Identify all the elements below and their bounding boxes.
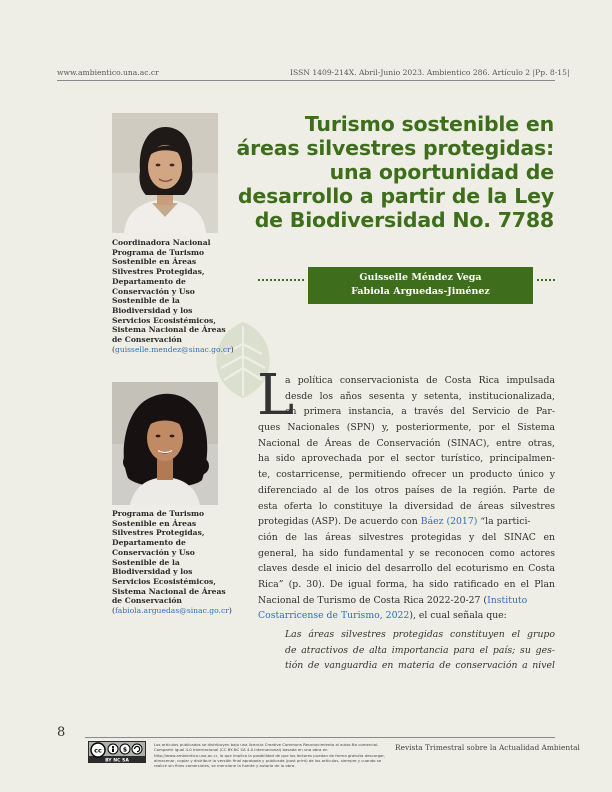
body-line: claves desde el inicio del desarrollo del ecoturismo en Costa xyxy=(258,563,555,575)
authors-box xyxy=(308,267,533,304)
body-line-end: ), el cual señala que: xyxy=(409,610,507,622)
body-line: diferenciado al de los otros países de la región. Parte de xyxy=(258,484,555,496)
quote-line: tión de vanguardia en materia de conservación a nivel xyxy=(285,660,555,672)
author-photo-1 xyxy=(112,113,218,233)
article-body xyxy=(257,363,555,624)
author-bio-1-email-wrapper: (guisselle.mendez@sinac.go.cr) xyxy=(112,344,234,354)
body-line xyxy=(258,608,555,624)
ref-ict-link-start[interactable]: Instituto xyxy=(487,594,528,606)
journal-name: Revista Trimestral sobre la Actualidad Ambiental xyxy=(395,743,580,752)
author-bio-1 xyxy=(112,238,232,354)
drop-cap: L xyxy=(257,363,295,428)
license-text: Los artículos publicados se distribuyen bajo una licencia Creative Commons Reconocimiento al autor-No comercial-Compartir igual 4.0 Internacional (CC BY-NC SA 4.0 Internacional) basada en una obra en http://www.ambientico.una.ac.cr, lo que implica la posibilidad de que los lectores puedan de forma gratuita descargar, almacenar, copiar y distribuir la versión final aprobada y publicada (post print) de los artículos, siempre y cuando se realice sin fines comerciales, se mencione la fuente y autoría de la obra. xyxy=(154,742,386,769)
body-line xyxy=(258,593,555,609)
quote-line: Las áreas silvestres protegidas constituyen el grupo xyxy=(285,629,555,640)
body-line-start: protegidas (ASP). De acuerdo con xyxy=(258,516,418,528)
body-line: esta oferta lo constituye la diversidad de áreas silvestres xyxy=(258,500,555,512)
body-line: Nacional de Áreas de Conservación (SINAC), entre otras, xyxy=(258,437,555,449)
body-line: Rica” (p. 30). De igual forma, ha sido ratificado en el Plan xyxy=(258,578,555,590)
authors-dots-left xyxy=(258,279,304,281)
footer-divider xyxy=(85,737,555,738)
body-line: ha sido aprovechada por el sector turístico, principalmen- xyxy=(258,453,555,465)
author-photo-2 xyxy=(112,382,218,505)
website-url[interactable]: www.ambientico.una.ac.cr xyxy=(57,68,159,77)
quote-line: de atractivos de alta importancia para el país; su ges- xyxy=(285,644,555,656)
author-bio-1-text: Coordinadora Nacional Programa de Turismo Sostenible en Áreas Silvestres Protegidas, Departamento de Conservación y Uso Sostenible de la Biodiversidad y los Servicios Ecosistémicos, Sistema Nacional de Áreas de Conservación xyxy=(112,238,226,345)
page-number: 8 xyxy=(57,725,66,740)
body-line xyxy=(258,514,555,530)
body-line: desde los años sesenta y setenta, institucionalizada, xyxy=(285,390,555,402)
body-line-start: Nacional de Turismo de Costa Rica 2022-20-27 ( xyxy=(258,594,488,606)
article-title: Turismo sostenible en áreas silvestres protegidas: una oportunidad de desarrollo a partir de la Ley de Biodiversidad No. 7788 xyxy=(236,112,554,232)
ref-baez-link[interactable]: Báez (2017) xyxy=(420,516,478,528)
cc-label: BY NC SA xyxy=(105,758,129,763)
creative-commons-icon[interactable] xyxy=(88,741,146,763)
svg-text:cc: cc xyxy=(94,746,102,755)
ref-ict-link-end[interactable]: Costarricense de Turismo, 2022 xyxy=(258,610,410,622)
body-line: a política conservacionista de Costa Rica impulsada xyxy=(285,375,555,386)
body-line: ques Nacionales (SPN) y, posteriormente, por el Sistema xyxy=(258,422,555,434)
author-email-2[interactable]: fabiola.arguedas@sinac.go.cr xyxy=(114,606,229,616)
svg-text:$: $ xyxy=(122,746,128,754)
body-line: te, costarricense, permitiendo ofrecer un producto único y xyxy=(258,469,555,481)
author-email-1[interactable]: guisselle.mendez@sinac.go.cr xyxy=(114,344,231,354)
author-bio-2 xyxy=(112,509,232,616)
header-divider xyxy=(57,80,555,81)
author-bio-2-text: Programa de Turismo Sostenible en Áreas Silvestres Protegidas, Departamento de Conservación y Uso Sostenible de la Biodiversidad y los Servicios Ecosistémicos, Sistema Nacional de Áreas de Conservación xyxy=(112,509,226,606)
author-name-1: Guisselle Méndez Vega xyxy=(359,272,482,283)
author-name-2: Fabiola Arguedas-Jiménez xyxy=(351,286,490,297)
body-line-end: “la partici- xyxy=(480,516,531,528)
body-line: general, ha sido fundamental y se reconocen como actores xyxy=(258,547,555,559)
authors-dots-right xyxy=(537,279,555,281)
body-line: ción de las áreas silvestres protegidas y del SINAC en xyxy=(258,531,555,543)
author-bio-2-email-wrapper: (fabiola.arguedas@sinac.go.cr) xyxy=(112,606,232,616)
issue-info: ISSN 1409-214X. Abril-Junio 2023. Ambientico 286. Artículo 2 |Pp. 8-15| xyxy=(290,68,570,77)
block-quote xyxy=(285,627,555,674)
body-line: en primera instancia, a través del Servicio de Par- xyxy=(285,406,555,418)
